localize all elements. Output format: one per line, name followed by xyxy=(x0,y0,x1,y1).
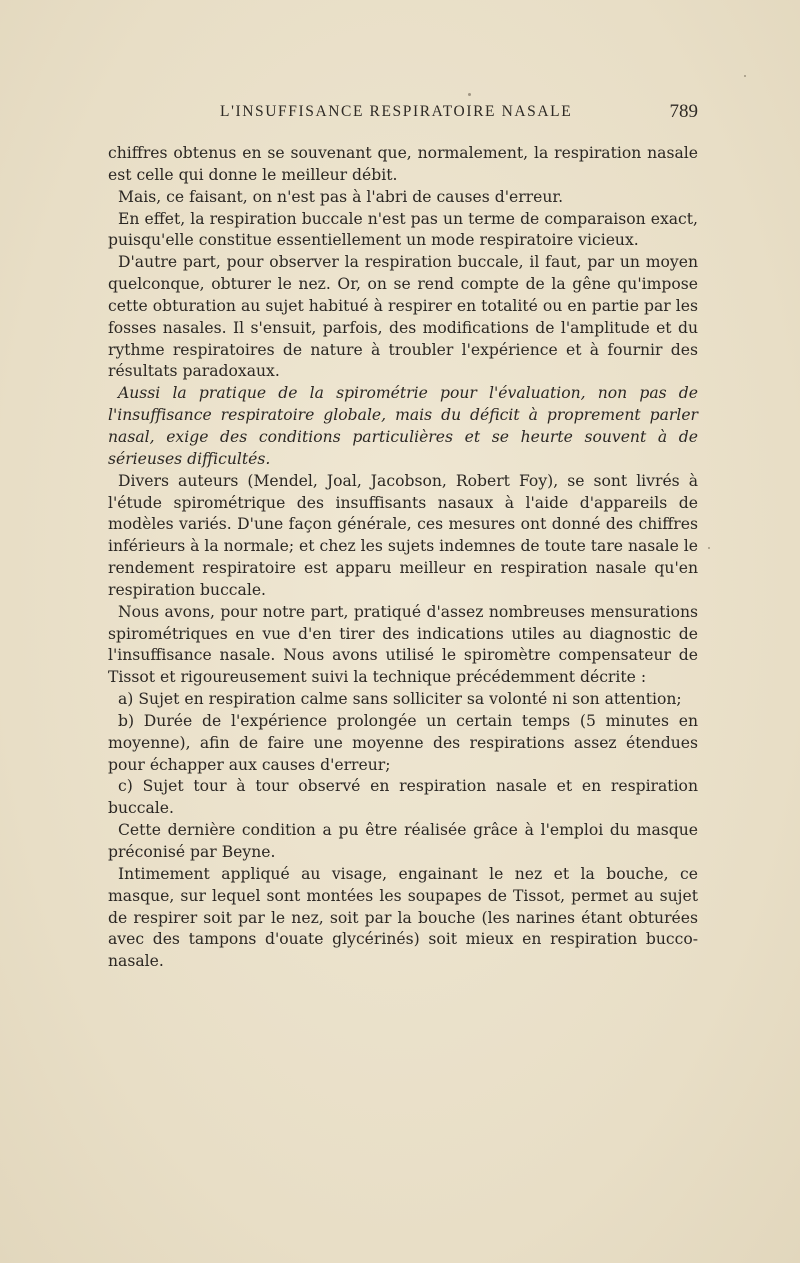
list-item-c: c) Sujet tour à tour observé en respiration nasale et en respiration buccale. xyxy=(108,777,698,818)
page-number: 789 xyxy=(669,101,698,122)
italic-paragraph: Aussi la pratique de la spirométrie pour l'évaluation, non pas de l'insuffisance respiratoire globale, mais du déficit à proprement parler nasal, exige des conditions particulières et se heurte souvent à de sérieuses difficultés. xyxy=(108,384,698,468)
paper-speck xyxy=(468,93,471,96)
paragraph: Divers auteurs (Mendel, Joal, Jacobson, Robert Foy), se sont livrés à l'étude spirométrique des insuffisants nasaux à l'aide d'appareils de modèles variés. D'une façon générale, ces mesures ont donné des chiffres inférieurs à la normale; et chez les sujets indemnes de toute tare nasale le rendement respiratoire est apparu meilleur en respiration nasale qu'en respiration buccale. xyxy=(108,471,698,599)
body-text xyxy=(108,143,698,973)
page-header xyxy=(108,103,698,129)
paragraph: chiffres obtenus en se souvenant que, normalement, la respiration nasale est celle qui donne le meilleur débit. xyxy=(108,144,698,184)
paragraph: En effet, la respiration buccale n'est pas un terme de comparaison exact, puisqu'elle constitue essentiellement un mode respiratoire vicieux. xyxy=(108,209,698,250)
paragraph: Intimement appliqué au visage, engainant le nez et la bouche, ce masque, sur lequel sont montées les soupapes de Tissot, permet au sujet de respirer soit par le nez, soit par la bouche (les narines étant obturées avec des tampons d'ouate glycérinés) soit mieux en respiration bucco-nasale. xyxy=(108,864,698,971)
paper-speck xyxy=(744,75,746,77)
list-item-b: b) Durée de l'expérience prolongée un certain temps (5 minutes en moyenne), afin de faire une moyenne des respirations assez étendues pour échapper aux causes d'erreur; xyxy=(108,711,698,774)
list-item-a: a) Sujet en respiration calme sans solliciter sa volonté ni son attention; xyxy=(118,690,682,709)
paragraph: D'autre part, pour observer la respiration buccale, il faut, par un moyen quelconque, obturer le nez. Or, on se rend compte de la gêne qu'impose cette obturation au sujet habitué à respirer en totalité ou en partie par les fosses nasales. Il s'ensuit, parfois, des modifications de l'amplitude et du rythme respiratoires de nature à troubler l'expérience et à fournir des résultats paradoxaux. xyxy=(108,253,698,381)
paper-speck xyxy=(708,547,710,549)
running-title: L'INSUFFISANCE RESPIRATOIRE NASALE xyxy=(220,103,573,120)
paragraph: Mais, ce faisant, on n'est pas à l'abri de causes d'erreur. xyxy=(118,187,564,206)
paragraph: Nous avons, pour notre part, pratiqué d'assez nombreuses mensurations spirométriques en vue d'en tirer des indications utiles au diagnostic de l'insuffisance nasale. Nous avons utilisé le spiromètre compensateur de Tissot et rigoureusement suivi la technique précédemment décrite : xyxy=(108,602,698,687)
paragraph: Cette dernière condition a pu être réalisée grâce à l'emploi du masque préconisé par Beyne. xyxy=(108,821,698,861)
